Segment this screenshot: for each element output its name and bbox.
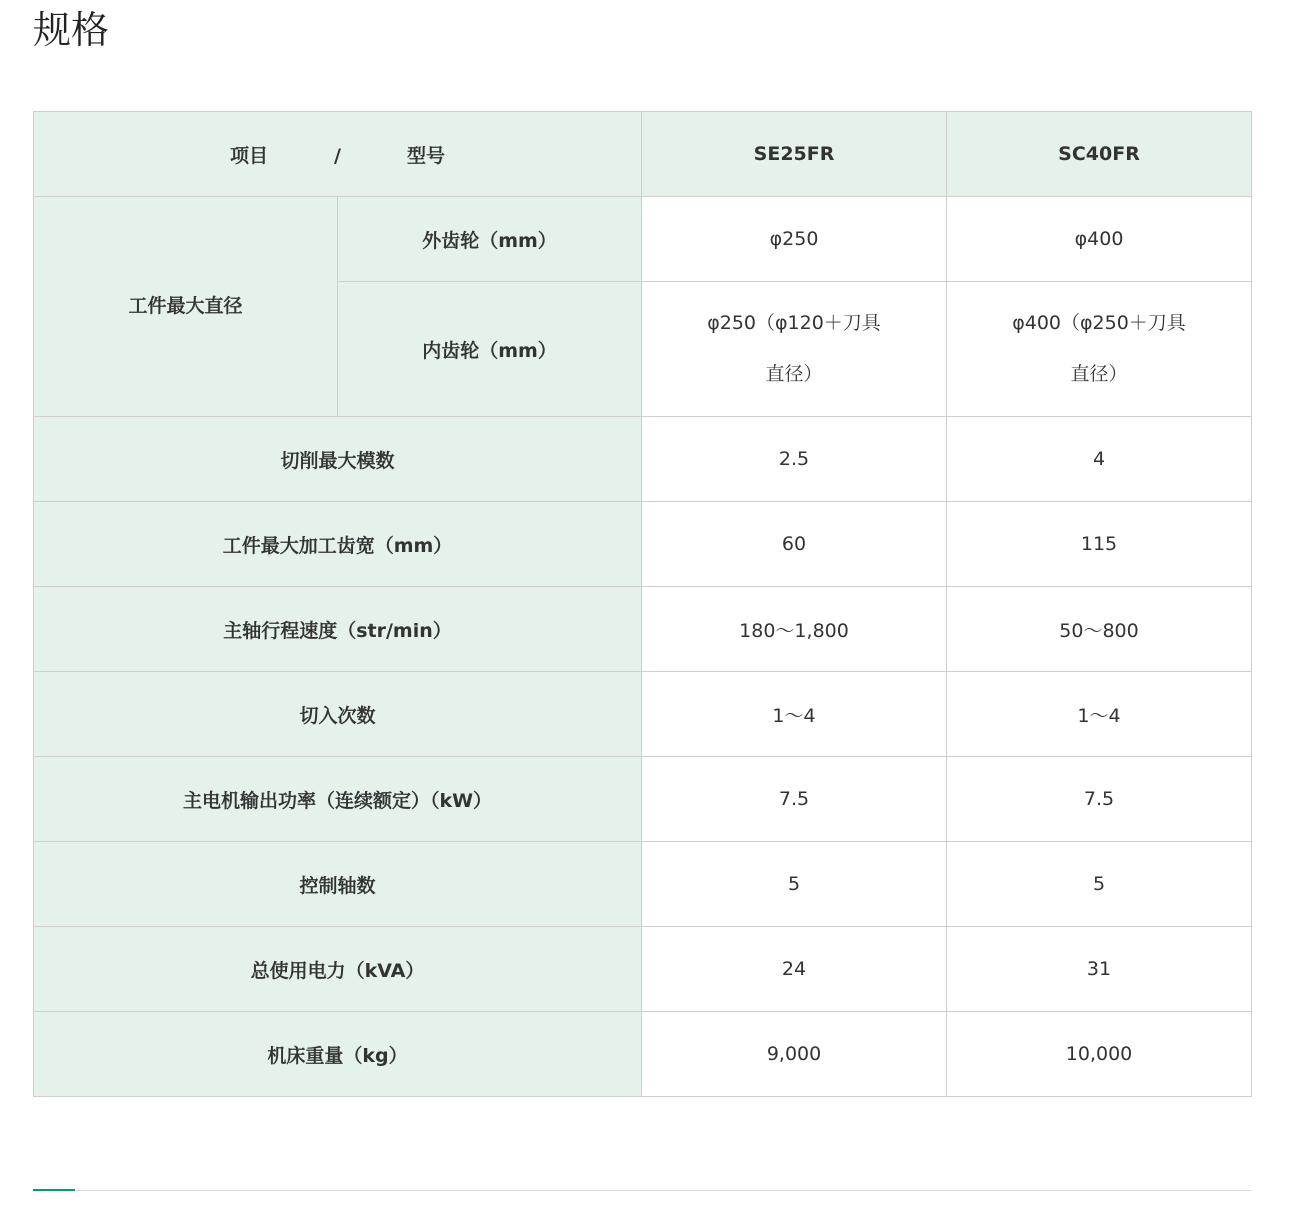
row-value-sc40fr: 5	[947, 842, 1252, 927]
row-value-sc40fr: 4	[947, 417, 1252, 502]
external-gear-label: 外齿轮（mm）	[338, 197, 642, 282]
external-gear-value-sc40fr: φ400	[947, 197, 1252, 282]
row-label-motor-power: 主电机输出功率（连续额定）（kW）	[34, 757, 642, 842]
row-label-cut-count: 切入次数	[34, 672, 642, 757]
row-value-se25fr: 24	[642, 927, 947, 1012]
internal-gear-value-line1: φ400（φ250＋刀具	[1012, 312, 1186, 334]
spec-table	[33, 111, 1252, 1097]
row-label-total-power: 总使用电力（kVA）	[34, 927, 642, 1012]
table-row	[34, 197, 1252, 282]
row-value-sc40fr: 1～4	[947, 672, 1252, 757]
header-item-label: 项目	[230, 144, 269, 167]
table-row	[34, 757, 1252, 842]
row-value-se25fr: 180～1,800	[642, 587, 947, 672]
row-value-se25fr: 7.5	[642, 757, 947, 842]
row-value-sc40fr: 10,000	[947, 1012, 1252, 1097]
max-diameter-label: 工件最大直径	[34, 197, 338, 417]
row-label-stroke-speed: 主轴行程速度（str/min）	[34, 587, 642, 672]
internal-gear-value-se25fr	[642, 282, 947, 417]
internal-gear-value-line1: φ250（φ120＋刀具	[707, 312, 881, 334]
row-value-sc40fr: 50～800	[947, 587, 1252, 672]
row-value-se25fr: 5	[642, 842, 947, 927]
internal-gear-value-line2: 直径）	[1070, 363, 1128, 385]
table-row	[34, 927, 1252, 1012]
row-value-se25fr: 2.5	[642, 417, 947, 502]
header-model-label: 型号	[406, 144, 445, 167]
row-value-sc40fr: 31	[947, 927, 1252, 1012]
header-model-sc40fr: SC40FR	[947, 112, 1252, 197]
header-item-model-cell	[34, 112, 642, 197]
page-title: 规格	[33, 8, 110, 52]
table-row	[34, 587, 1252, 672]
header-slash: /	[334, 144, 341, 167]
internal-gear-label: 内齿轮（mm）	[338, 282, 642, 417]
table-row	[34, 1012, 1252, 1097]
internal-gear-value-sc40fr	[947, 282, 1252, 417]
table-row	[34, 672, 1252, 757]
table-row	[34, 502, 1252, 587]
row-label-max-module: 切削最大模数	[34, 417, 642, 502]
row-value-sc40fr: 115	[947, 502, 1252, 587]
row-value-se25fr: 9,000	[642, 1012, 947, 1097]
section-divider	[33, 1190, 1251, 1191]
table-row	[34, 842, 1252, 927]
row-label-control-axes: 控制轴数	[34, 842, 642, 927]
row-value-se25fr: 60	[642, 502, 947, 587]
header-model-se25fr: SE25FR	[642, 112, 947, 197]
row-label-machine-weight: 机床重量（kg）	[34, 1012, 642, 1097]
section-divider-accent	[33, 1189, 75, 1191]
table-row	[34, 417, 1252, 502]
table-header-row	[34, 112, 1252, 197]
external-gear-value-se25fr: φ250	[642, 197, 947, 282]
internal-gear-value-line2: 直径）	[765, 363, 823, 385]
row-value-sc40fr: 7.5	[947, 757, 1252, 842]
row-value-se25fr: 1～4	[642, 672, 947, 757]
row-label-max-face-width: 工件最大加工齿宽（mm）	[34, 502, 642, 587]
